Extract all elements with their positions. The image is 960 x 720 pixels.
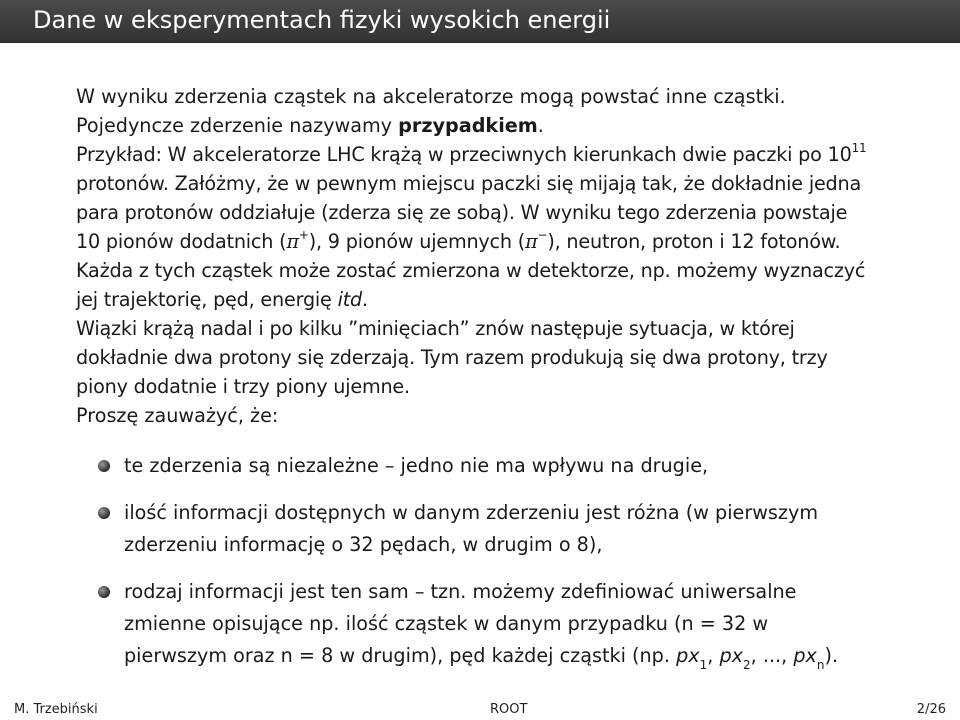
subscript-2: 2	[743, 657, 751, 672]
paragraph-5	[76, 401, 876, 430]
bullet-2-text: ilość informacji dostępnych w danym zderzeniu jest różna (w pierwszym zderzeniu informację o 32 pędach, w drugim o 8),	[124, 501, 819, 556]
paragraph-3-text-d: ), neutron, proton i 12 fotonów. Każda z tych cząstek może zostać zmierzona w detektorze, np. możemy wyznaczyć jej trajektorię, pęd, energię	[76, 230, 866, 311]
title-bar	[0, 0, 960, 43]
bullet-list	[76, 450, 876, 672]
bullet-icon	[98, 586, 110, 598]
paragraph-2	[76, 111, 876, 140]
paragraph-2-text: Pojedyncze zderzenie nazywamy	[76, 114, 399, 137]
bullet-item-1	[76, 450, 876, 482]
separator-1: ,	[707, 644, 720, 667]
page-number: 2/26	[916, 702, 946, 717]
px-var-n: px	[793, 644, 817, 667]
bullet-icon	[98, 460, 110, 472]
footer	[0, 700, 960, 720]
footer-topic: ROOT	[490, 702, 528, 717]
slide-content	[76, 82, 876, 687]
paragraph-3-text-a: Przykład: W akceleratorze LHC krążą w przeciwnych kierunkach dwie paczki po 10	[76, 143, 852, 166]
bullet-item-3	[76, 576, 876, 672]
bullet-3-end: ).	[824, 644, 839, 667]
pi-symbol: π	[286, 230, 299, 253]
paragraph-3-text-b: protonów. Załóżmy, że w pewnym miejscu paczki się mijają tak, że dokładnie jedna para protonów oddziałuje (zderza się ze sobą). W wyniku tego zderzenia powstaje 10 pionów dodatnich (	[76, 172, 862, 253]
bullet-3-text: rodzaj informacji jest ten sam – tzn. możemy zdefiniować uniwersalne zmienne opisujące np. ilość cząstek w danym przypadku (n = 32 w pierwszym oraz n = 8 w drugim), pęd każdej cząstki (np.	[124, 580, 797, 667]
term-przypadek: przypadkiem	[398, 114, 538, 137]
paragraph-3-text-c: ), 9 pionów ujemnych (	[308, 230, 526, 253]
paragraph-1-text: W wyniku zderzenia cząstek na akceleratorze mogą powstać inne cząstki.	[76, 85, 786, 108]
paragraph-4-text: Wiązki krążą nadal i po kilku ”minięciach” znów następuje sytuacja, w której dokładnie dwa protony się zderzają. Tym razem produkują się dwa protony, trzy piony dodatnie i trzy piony ujemne.	[76, 317, 828, 398]
subscript-1: 1	[699, 657, 708, 672]
ellipsis: , ...,	[750, 644, 794, 667]
px-var-2: px	[719, 644, 743, 667]
footer-author: M. Trzebiński	[14, 702, 98, 717]
bullet-item-2	[76, 497, 876, 561]
subscript-n: n	[816, 657, 825, 672]
paragraph-2-end: .	[537, 114, 544, 137]
itd-italic: itd	[337, 288, 363, 311]
paragraph-3	[76, 140, 876, 314]
paragraph-5-text: Proszę zauważyć, że:	[76, 404, 279, 427]
bullet-1-text: te zderzenia są niezależne – jedno nie ma wpływu na drugie,	[124, 454, 709, 477]
exponent: 11	[851, 140, 867, 155]
paragraph-3-end: .	[362, 288, 368, 311]
bullet-icon	[98, 507, 110, 519]
paragraph-1	[76, 82, 876, 111]
paragraph-4	[76, 314, 876, 401]
slide-title: Dane w eksperymentach fizyki wysokich energii	[33, 6, 611, 34]
minus-superscript: −	[537, 227, 548, 242]
pi-symbol-2: π	[525, 230, 538, 253]
plus-superscript: +	[298, 227, 309, 242]
px-var-1: px	[676, 644, 700, 667]
